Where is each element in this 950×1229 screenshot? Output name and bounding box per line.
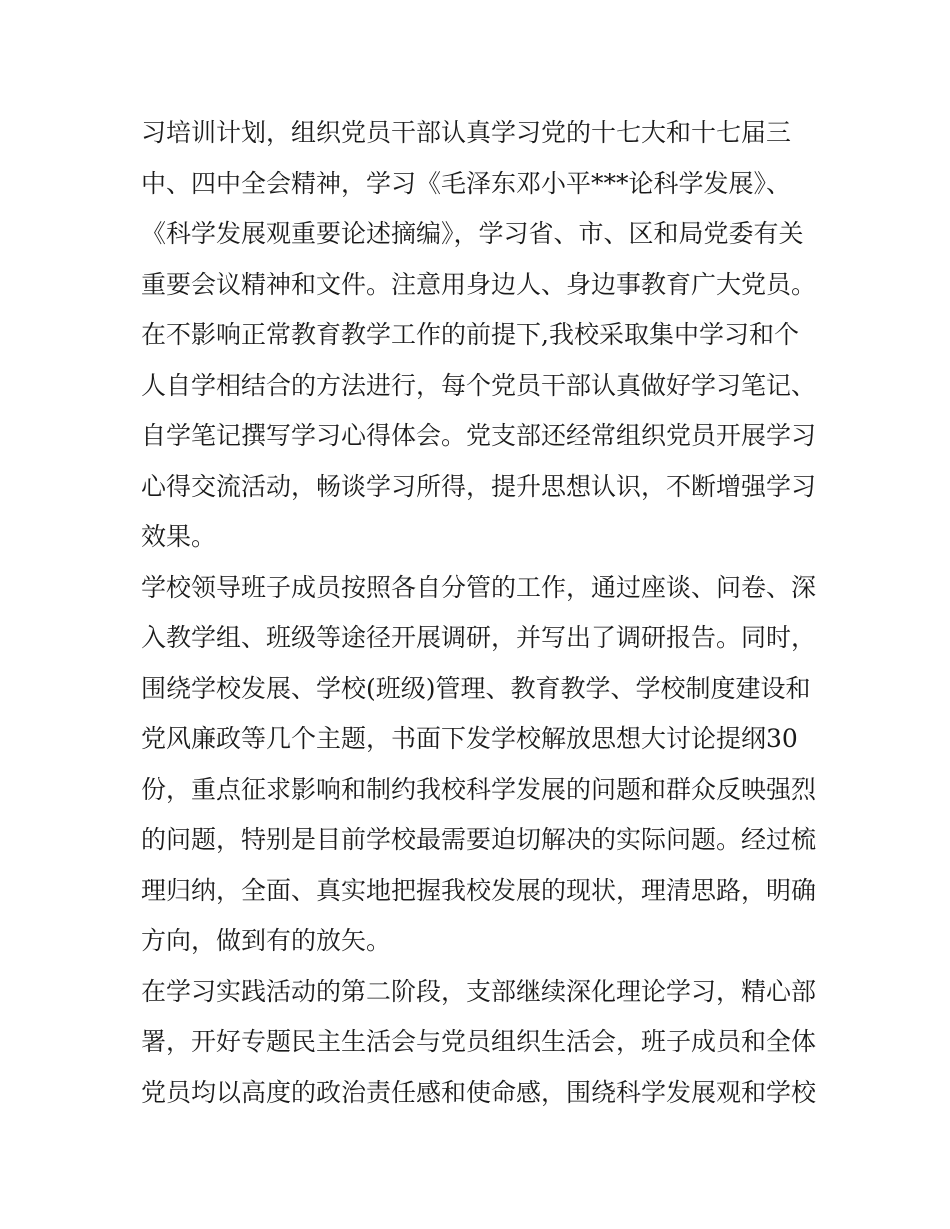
document-body — [141, 108, 821, 1118]
text-line: 效果。 — [141, 522, 217, 551]
text-line: 理归纳，全面、真实地把握我校发展的现状，理清思路，明确 — [141, 875, 817, 905]
text-line: 份，重点征求影响和制约我校科学发展的问题和群众反映强烈 — [141, 774, 817, 804]
text-line: 人自学相结合的方法进行，每个党员干部认真做好学习笔记、 — [141, 370, 817, 400]
text-line: 党风廉政等几个主题，书面下发学校解放思想大讨论提纲30 — [141, 724, 798, 753]
text-line: 方向，做到有的放矢。 — [141, 926, 392, 955]
text-line: 党员均以高度的政治责任感和使命感，围绕科学发展观和学校 — [141, 1077, 817, 1107]
text-line: 在学习实践活动的第二阶段，支部继续深化理论学习，精心部 — [141, 976, 817, 1006]
text-line: 入教学组、班级等途径开展调研，并写出了调研报告。同时， — [141, 623, 817, 652]
text-line: 署，开好专题民主生活会与党员组织生活会，班子成员和全体 — [141, 1027, 817, 1056]
text-line: 学校领导班子成员按照各自分管的工作，通过座谈、问卷、深 — [141, 572, 817, 602]
text-line: 中、四中全会精神，学习《毛泽东邓小平***论科学发展》、 — [141, 168, 792, 198]
text-line: 重要会议精神和文件。注意用身边人、身边事教育广大党员。 — [141, 269, 817, 299]
text-line: 的问题，特别是目前学校最需要迫切解决的实际问题。经过梳 — [141, 825, 817, 854]
text-line: 《科学发展观重要论述摘编》，学习省、市、区和局党委有关 — [141, 219, 804, 248]
text-line: 围绕学校发展、学校(班级)管理、教育教学、学校制度建设和 — [141, 673, 811, 703]
text-line: 心得交流活动，畅谈学习所得，提升思想认识，不断增强学习 — [141, 471, 817, 501]
text-line: 在不影响正常教育教学工作的前提下,我校采取集中学习和个 — [141, 320, 799, 349]
text-line: 习培训计划，组织党员干部认真学习党的十七大和十七届三 — [141, 118, 792, 147]
text-line: 自学笔记撰写学习心得体会。党支部还经常组织党员开展学习 — [141, 421, 817, 450]
